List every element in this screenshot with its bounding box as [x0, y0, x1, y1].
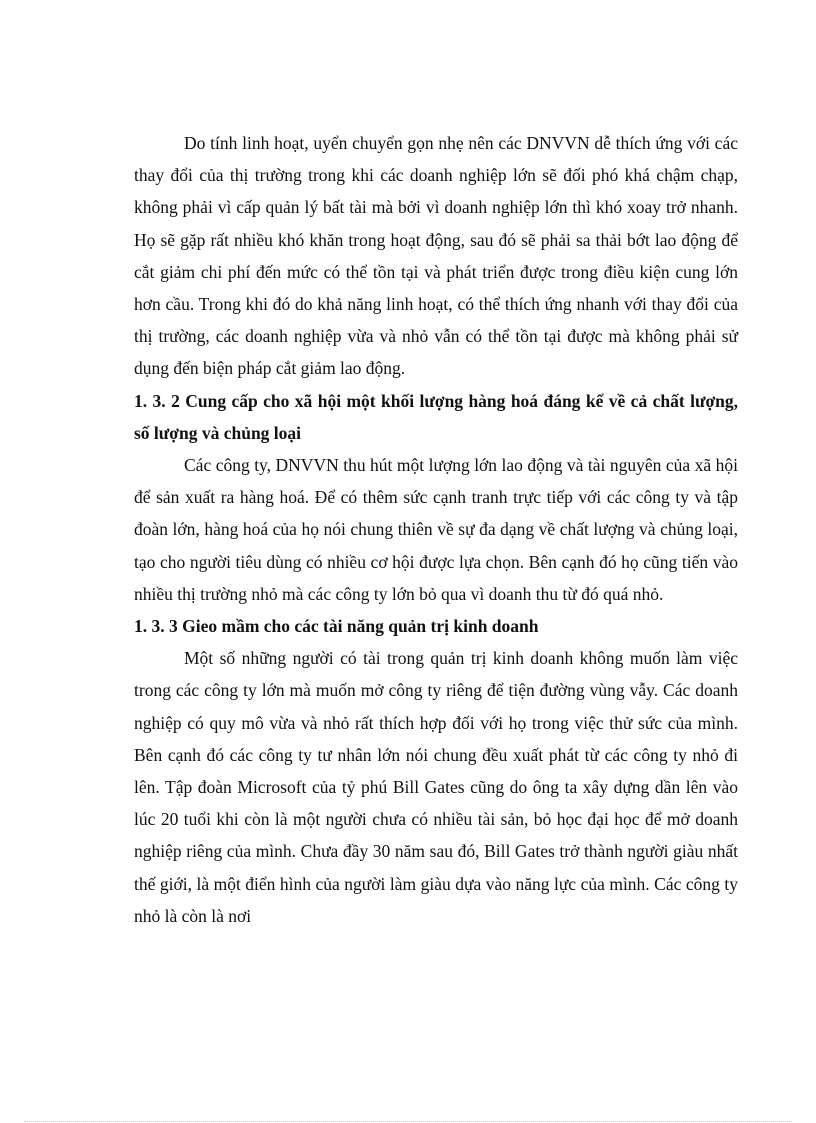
paragraph-management-talent: Một số những người có tài trong quản trị kinh doanh không muốn làm việc trong các công ty lớn mà muốn mở công ty riêng để tiện đường vùng vẫy. Các doanh nghiệp có quy mô vừa và nhỏ rất thích hợp đối với họ trong việc thử sức của mình. Bên cạnh đó các công ty tư nhân lớn nói chung đều xuất phát từ các công ty nhỏ đi lên. Tập đoàn Microsoft của tỷ phú Bill Gates cũng do ông ta xây dựng dần lên vào lúc 20 tuổi khi còn là một người chưa có nhiều tài sản, bỏ học đại học để mở doanh nghiệp riêng của mình. Chưa đầy 30 năm sau đó, Bill Gates trở thành người giàu nhất thế giới, là một điển hình của người làm giàu dựa vào năng lực của mình. Các công ty nhỏ là còn là nơi	[134, 648, 738, 926]
section-heading-1-3-2: 1. 3. 2 Cung cấp cho xã hội một khối lượng hàng hoá đáng kể về cả chất lượng, số lượng và chủng loại	[134, 390, 738, 443]
paragraph-flexibility: Do tính linh hoạt, uyển chuyển gọn nhẹ nên các DNVVN dễ thích ứng với các thay đổi của thị trường trong khi các doanh nghiệp lớn sẽ đối phó khá chậm chạp, không phải vì cấp quản lý bất tài mà bởi vì doanh nghiệp lớn thì khó xoay trở nhanh. Họ sẽ gặp rất nhiều khó khăn trong hoạt động, sau đó sẽ phải sa thải bớt lao động để cắt giảm chi phí đến mức có thể tồn tại và phát triển được trong điều kiện cung lớn hơn cầu. Trong khi đó do khả năng linh hoạt, có thể thích ứng nhanh với thay đổi của thị trường, các doanh nghiệp vừa và nhỏ vẫn có thể tồn tại được mà không phải sử dụng đến biện pháp cắt giảm lao động.	[134, 133, 738, 379]
page-bottom-dotted-border	[24, 1121, 792, 1122]
paragraph-goods-supply: Các công ty, DNVVN thu hút một lượng lớn lao động và tài nguyên của xã hội để sản xuất ra hàng hoá. Để có thêm sức cạnh tranh trực tiếp với các công ty và tập đoàn lớn, hàng hoá của họ nói chung thiên về sự đa dạng về chất lượng và chủng loại, tạo cho người tiêu dùng có nhiều cơ hội được lựa chọn. Bên cạnh đó họ cũng tiến vào nhiều thị trường nhỏ mà các công ty lớn bỏ qua vì doanh thu từ đó quá nhỏ.	[134, 455, 738, 604]
section-heading-1-3-3: 1. 3. 3 Gieo mầm cho các tài năng quản trị kinh doanh	[134, 616, 539, 637]
document-page-body	[134, 127, 738, 932]
